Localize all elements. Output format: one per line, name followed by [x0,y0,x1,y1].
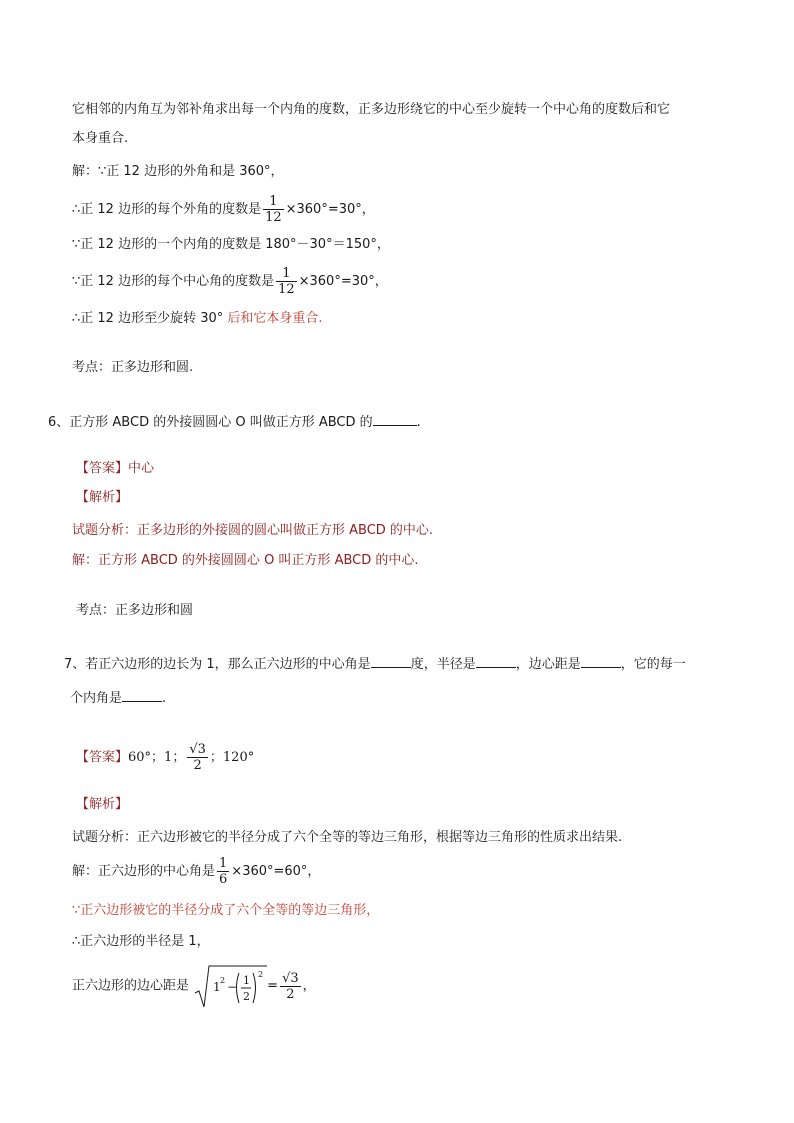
q7-question-line-1: 7、若正六边形的边长为 1，那么正六边形的中心角是 度，半径是 ，边心距是 ，它的每一 [64,654,686,674]
fraction: $\frac{1}{12}$ [265,194,282,225]
prev-solution-step-5: ∴正 12 边形至少旋转 30° 后和它本身重合. [72,311,323,326]
prev-text-line-1: 它相邻的内角互为邻补角求出每一个内角的度数，正多边形绕它的中心至少旋转一个中心角的度数后和它 [72,102,671,117]
sqrt-exp: 2 [220,975,226,985]
fraction-sqrt3-over-2: $\frac{√3}{2}$ [189,742,206,773]
prev-solution-step-2: ∴正 12 边形的每个外角的度数是 $\frac{1}{12}$ ×360°=30°， [72,194,375,225]
prev-solution-step-4: ∵正 12 边形的每个中心角的度数是 $\frac{1}{12}$ ×360°=30°， [72,266,388,297]
answer-blank [373,412,417,426]
prev-text-line-2: 本身重合. [72,131,129,146]
q6-analysis-line-1: 试题分析：正多边形的外接圆的圆心叫做正方形 ABCD 的中心. [72,523,434,538]
q7-analysis-line-2: 解：正六边形的中心角是 $\frac{1}{6}$ ×360°=60°， [72,856,321,887]
q6-answer: 【答案】中心 [76,461,155,476]
q6-analysis-tag: 【解析】 [76,490,129,505]
q7-analysis-line-5: 正六边形的边心距是 1 2 − 1 2 2 = $\frac{√3}{2}$ ， [72,962,316,1011]
q7-analysis-line-4: ∴正六边形的半径是 1， [72,934,210,949]
radical-sign-icon [193,963,267,1009]
q6-question: 6、正方形 ABCD 的外接圆圆心 O 叫做正方形 ABCD 的 . [48,412,421,432]
fraction-sqrt3-over-2: $\frac{√3}{2}$ [282,970,299,1002]
q7-analysis-line-3: ∵正六边形被它的半径分成了六个全等的等边三角形， [72,903,380,918]
answer-blank [581,654,621,668]
fraction: $\frac{1}{12}$ [278,266,295,297]
inner-den: 2 [243,989,251,1003]
sqrt-minus: − [227,979,238,994]
q7-analysis-tag: 【解析】 [76,797,129,812]
q6-kaodian: 考点：正多边形和圆 [76,603,194,618]
prev-solution-step-1: 解：∵正 12 边形的外角和是 360°， [72,164,284,179]
q7-analysis-line-1: 试题分析：正六边形被它的半径分成了六个全等的等边三角形，根据等边三角形的性质求出结果. [72,830,623,845]
sqrt-expression [193,962,267,1010]
inner-num: 1 [243,973,251,987]
q7-answer: 【答案】60°；1； $\frac{√3}{2}$ ；120° [76,742,255,773]
q6-analysis-line-2: 解：正方形 ABCD 的外接圆圆心 O 叫正方形 ABCD 的中心. [72,553,419,568]
prev-solution-step-3: ∵正 12 边形的一个内角的度数是 180°－30°＝150°， [72,237,390,252]
q7-question-line-2: 个内角是 . [70,688,166,708]
sqrt-one: 1 [213,979,221,994]
outer-exp: 2 [258,969,264,979]
answer-blank [122,688,162,702]
prev-kaodian: 考点：正多边形和圆. [72,360,194,375]
answer-blank [371,654,411,668]
answer-blank [476,654,516,668]
fraction-one-sixth: $\frac{1}{6}$ [219,856,228,887]
